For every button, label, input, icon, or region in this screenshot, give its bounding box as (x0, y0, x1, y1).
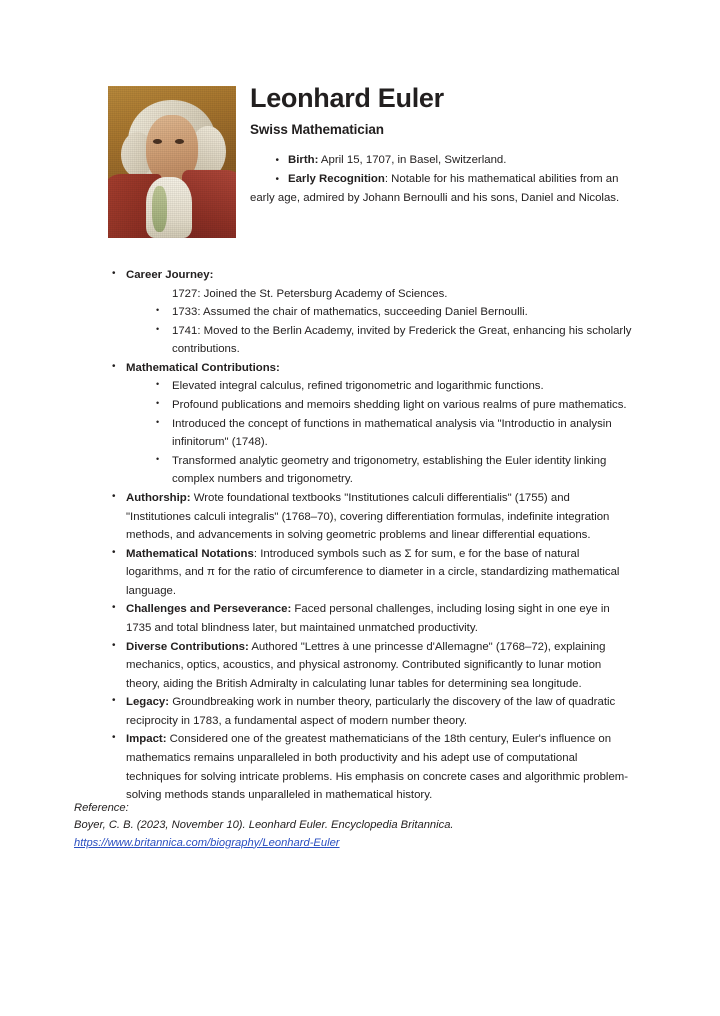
section-label: Challenges and Perseverance: (126, 603, 292, 616)
section-text: Considered one of the greatest mathematicians of the 18th century, Euler's influence on mathematics remains unparalleled in both productivity and his adept use of computational techniques for solving intricate problems. His emphasis on concrete cases and algorithmic problem-solving methods stands unparalleled in mathematical history. (126, 733, 629, 802)
bullet-icon (250, 170, 288, 188)
section-item (72, 638, 632, 694)
section-label: Legacy: (126, 696, 170, 709)
portrait-texture-overlay (108, 86, 236, 238)
section-item (72, 489, 632, 545)
section-text: Groundbreaking work in number theory, particularly the discovery of the law of quadratic reciprocity in 1783, a fundamental aspect of modern number theory. (126, 696, 616, 727)
main-bullet-list (72, 266, 632, 805)
sub-bullet-item (126, 415, 632, 452)
bullet-icon (112, 359, 116, 375)
bullet-icon (156, 322, 159, 337)
bullet-icon (112, 600, 116, 616)
document-body (72, 266, 632, 805)
bullet-icon (156, 452, 159, 467)
sub-bullet-text: 1733: Assumed the chair of mathematics, succeeding Daniel Bernoulli. (172, 306, 528, 319)
sub-bullet-text: Elevated integral calculus, refined trigonometric and logarithmic functions. (172, 380, 544, 393)
section-item (72, 545, 632, 601)
reference-block (74, 800, 594, 852)
bullet-icon (156, 415, 159, 430)
sub-bullet-text: 1727: Joined the St. Petersburg Academy of Sciences. (172, 287, 448, 300)
reference-url-link[interactable]: https://www.britannica.com/biography/Leonhard-Euler (74, 836, 340, 849)
section-item (72, 693, 632, 730)
bullet-icon (112, 638, 116, 654)
section-label: Mathematical Contributions: (126, 361, 280, 374)
section-text: Authored "Lettres à une princesse d'Allemagne" (1768–72), explaining mechanics, optics, acoustics, and physical astronomy. Contributed significantly to lunar motion theory, aiding the British Admiralty in calculating lunar tables for determining sea longitude. (126, 640, 606, 690)
section-label: Mathematical Notations (126, 547, 254, 560)
euler-portrait-image (108, 86, 236, 238)
bullet-icon (112, 545, 116, 561)
section-label: Impact: (126, 733, 167, 746)
header-bullet-label: Birth: (288, 153, 319, 166)
sub-bullet-text: Profound publications and memoirs shedding light on various realms of pure mathematics. (172, 399, 627, 412)
header-bullet-text: : Notable for his mathematical abilities from an early age, admired by Johann Bernoulli and his sons, Daniel and Nicolas. (250, 173, 620, 204)
bullet-icon (156, 396, 159, 411)
sub-bullet-list (126, 377, 632, 488)
sub-bullet-text: Introduced the concept of functions in mathematical analysis via "Introductio in analysin infinitorum" (1748). (172, 417, 612, 449)
bullet-icon (112, 730, 116, 746)
sub-bullet-item (126, 285, 632, 304)
reference-citation: Boyer, C. B. (2023, November 10). Leonhard Euler. Encyclopedia Britannica. (74, 819, 454, 832)
sub-bullet-text: 1741: Moved to the Berlin Academy, invited by Frederick the Great, enhancing his scholarly contributions. (172, 324, 632, 356)
section-label: Authorship: (126, 491, 191, 504)
document-header (72, 84, 632, 244)
bullet-icon (156, 377, 159, 392)
page-subtitle: Swiss Mathematician (250, 121, 384, 137)
sub-bullet-item (126, 452, 632, 489)
sub-bullet-item (126, 303, 632, 322)
section-item (72, 600, 632, 637)
sub-bullet-item (126, 322, 632, 359)
sub-bullet-text: Transformed analytic geometry and trigonometry, establishing the Euler identity linking complex numbers and trigonometry. (172, 454, 607, 486)
bullet-icon (156, 303, 159, 318)
section-item (72, 359, 632, 489)
section-text: Wrote foundational textbooks "Institutiones calculi differentialis" (1755) and "Institutiones calculi integralis" (1768–70), covering differentiation formulas, indefinite integration methods, and advancements in solving geometric problems and linear differential equations. (126, 491, 610, 542)
page-title: Leonhard Euler (250, 83, 444, 113)
bullet-icon (250, 151, 288, 169)
sub-bullet-item (126, 377, 632, 396)
section-item (72, 730, 632, 804)
sub-bullet-list (126, 285, 632, 359)
reference-heading: Reference: (74, 802, 129, 814)
bullet-icon (112, 693, 116, 709)
section-label: Career Journey: (126, 269, 214, 281)
section-text: Faced personal challenges, including losing sight in one eye in 1735 and total blindness later, but maintained unmatched productivity. (126, 603, 610, 634)
header-bullet-label: Early Recognition (288, 173, 385, 186)
section-text: : Introduced symbols such as Σ for sum, e for the base of natural logarithms, and π for the ratio of circumference to diameter in a circle, standardizing mathematical language. (126, 547, 620, 597)
header-bullet-text: April 15, 1707, in Basel, Switzerland. (318, 153, 507, 166)
sub-bullet-item (126, 396, 632, 415)
bullet-icon (112, 489, 116, 505)
bullet-icon (112, 266, 116, 282)
section-item (72, 266, 632, 359)
section-label: Diverse Contributions: (126, 640, 249, 653)
